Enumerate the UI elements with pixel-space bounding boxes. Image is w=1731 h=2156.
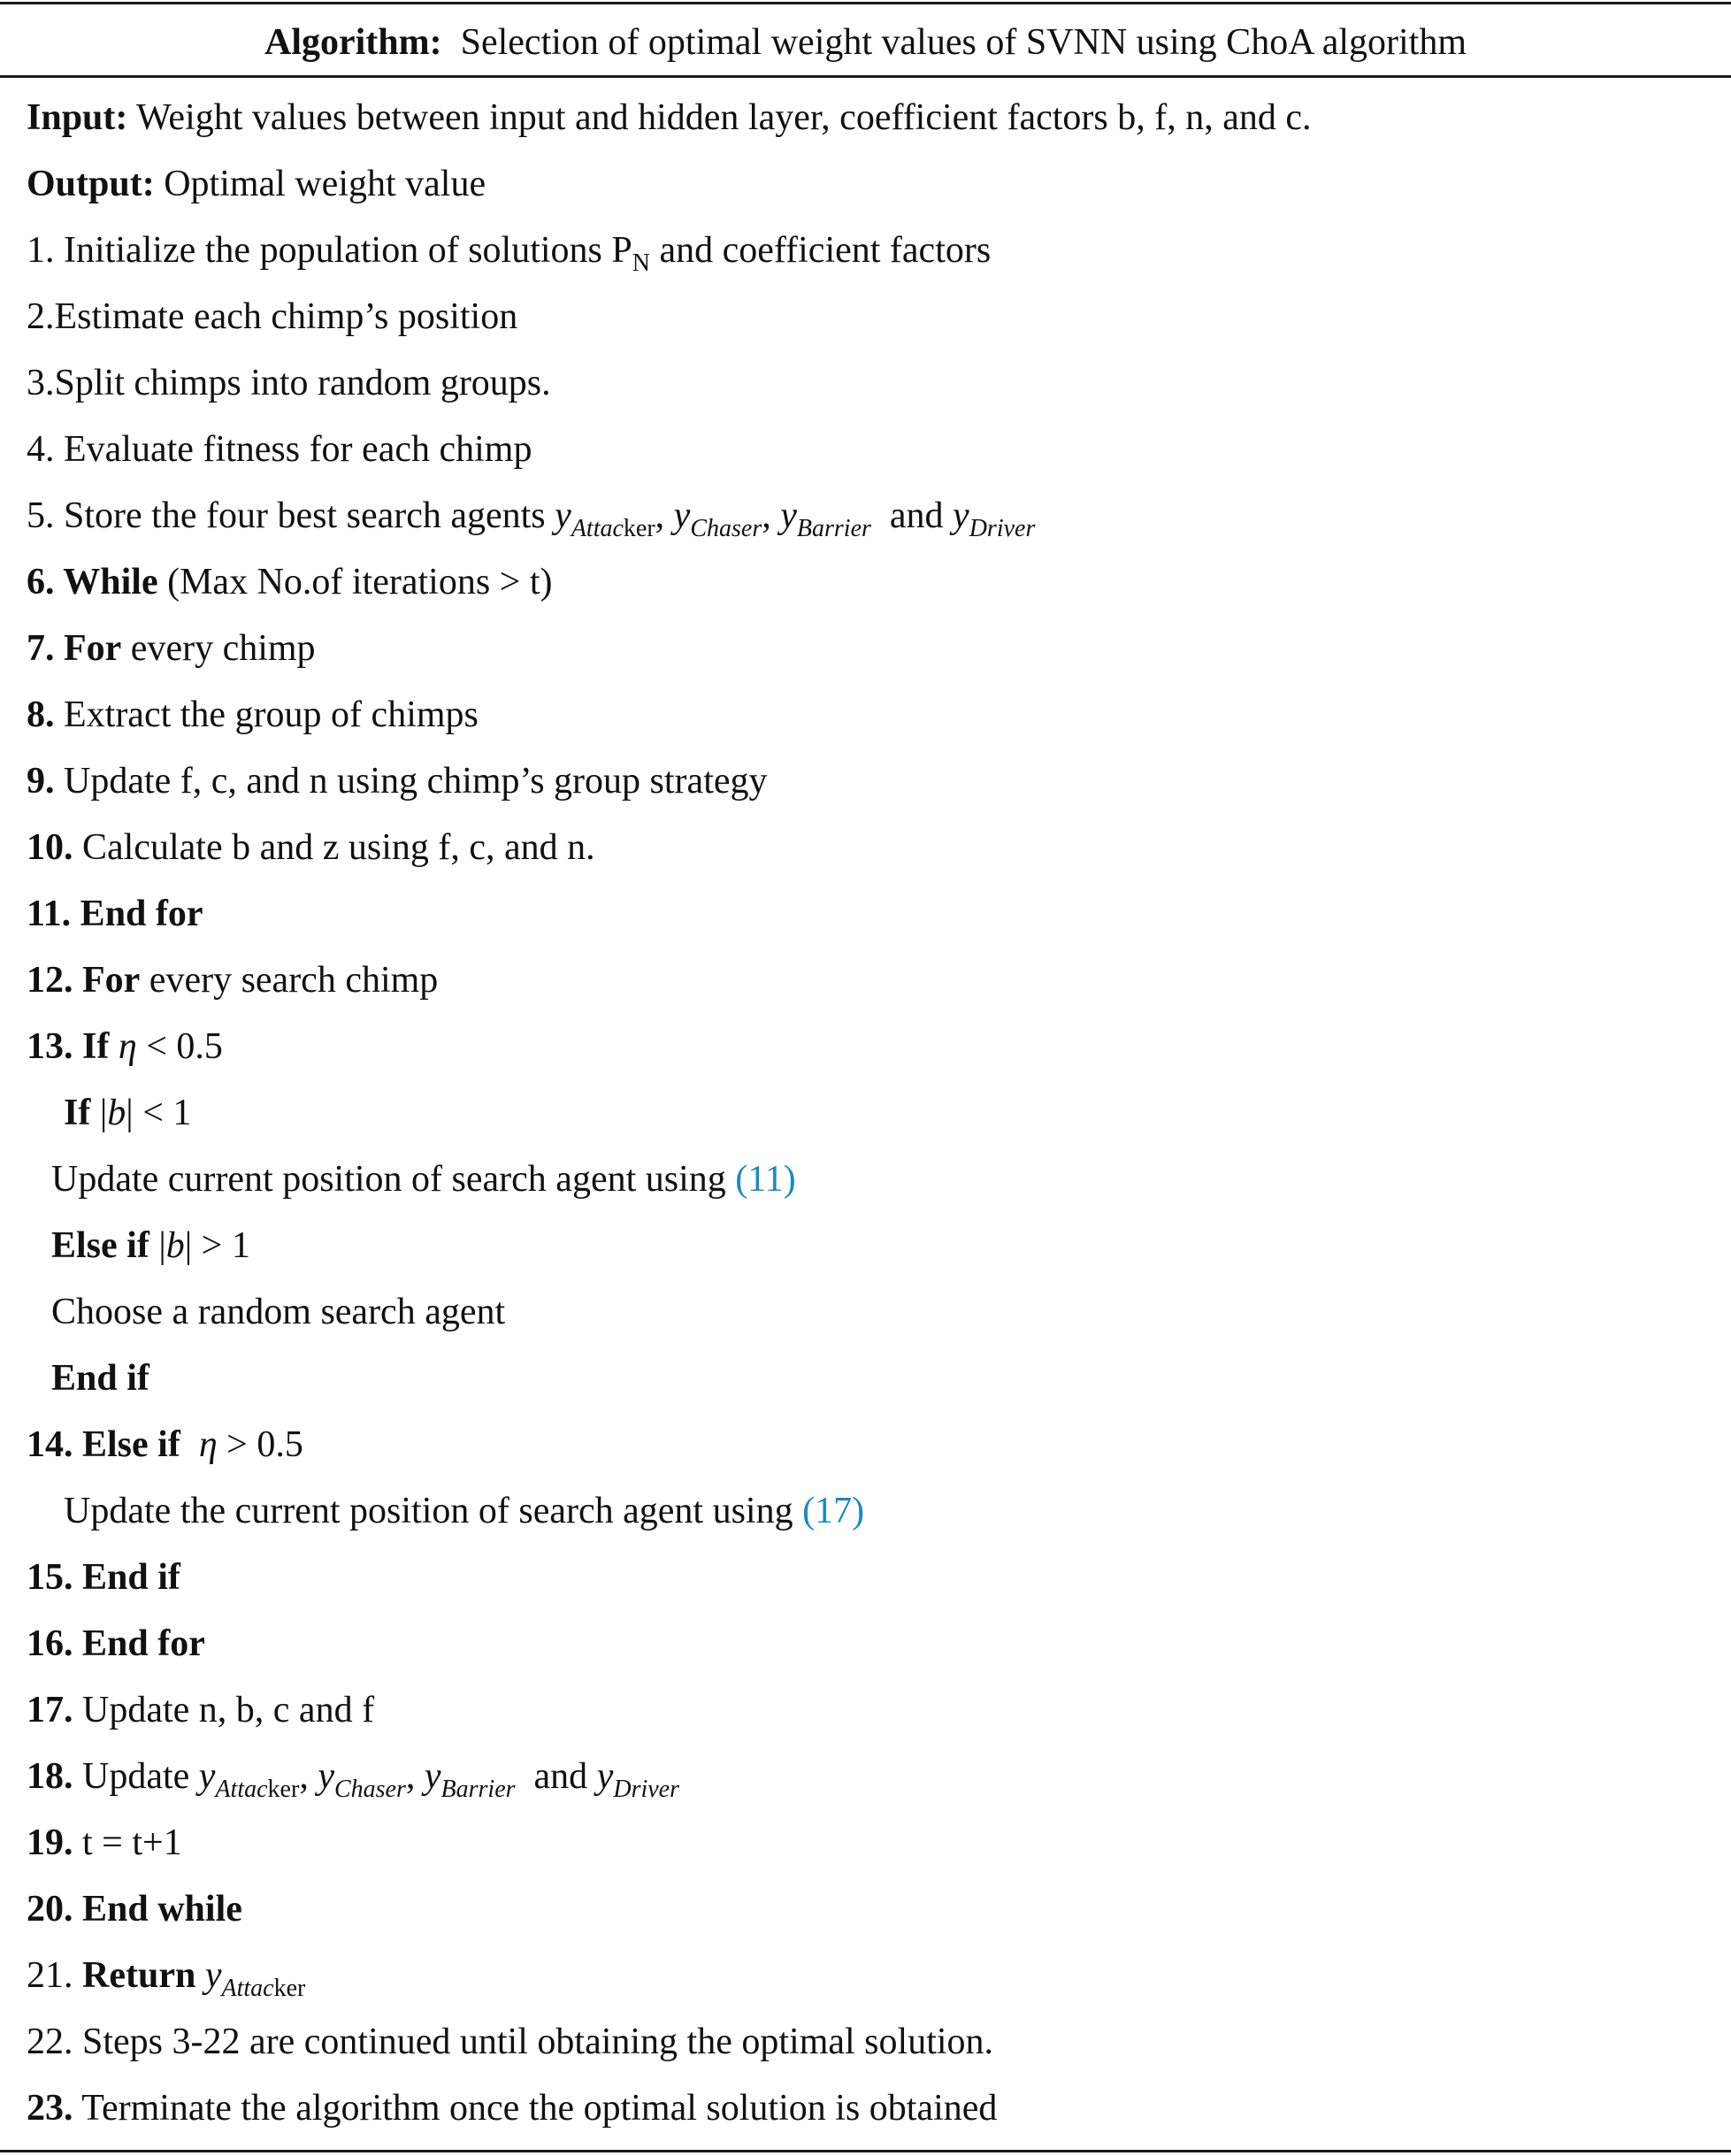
step-3: 3.Split chimps into random groups. (27, 363, 551, 403)
step-21: 21. Return $y_{Attacker}$ (27, 1955, 306, 2002)
table-top-rule (0, 2, 1731, 4)
step-13-if: If |b| < 1 (64, 1093, 192, 1133)
step-2: 2.Estimate each chimp’s position (27, 296, 518, 337)
step-22: 22. Steps 3-22 are continued until obtaining the optimal solution. (27, 2022, 994, 2062)
step-13-elseif: Else if |b| > 1 (51, 1225, 250, 1266)
step-7: 7. For every chimp (27, 628, 316, 669)
step-11: 11. End for (27, 894, 203, 934)
step-18: 18. Update $y_{Attacker}$, $y_{Chaser}$, $y_{Barrier}$ and $y_{Driver}$ (27, 1756, 679, 1803)
equation-ref-11[interactable]: (11) (735, 1159, 796, 1200)
step-13-update: Update current position of search agent using (11) (51, 1159, 796, 1200)
step-17: 17. Update n, b, c and f (27, 1690, 375, 1730)
algorithm-caption (0, 16, 1731, 69)
step-1: 1. Initialize the population of solutions $P_N$ and coefficient factors (27, 230, 992, 277)
step-14-update: Update the current position of search agent using (17) (64, 1491, 865, 1531)
step-15: 15. End if (27, 1557, 180, 1598)
step-13: 13. If η < 0.5 (27, 1026, 223, 1067)
step-16: 16. End for (27, 1623, 205, 1664)
step-12: 12. For every search chimp (27, 960, 439, 1001)
equation-ref-17[interactable]: (17) (802, 1491, 865, 1531)
caption-title: Selection of optimal weight values of SVNN using ChoA algorithm (460, 22, 1467, 63)
step-19: 19. t = t+1 (27, 1822, 182, 1863)
step-20: 20. End while (27, 1889, 242, 1930)
sub-attacker: Attacker (571, 515, 655, 542)
step-9: 9. Update f, c, and n using chimp’s group strategy (27, 761, 768, 802)
step-10: 10. Calculate b and z using f, c, and n. (27, 827, 595, 868)
step-4: 4. Evaluate fitness for each chimp (27, 429, 532, 470)
step-13-endif: End if (51, 1358, 149, 1399)
table-bottom-rule (0, 2150, 1731, 2152)
step-5: 5. Store the four best search agents $y_{Attacker}$, $y_{Chaser}$, $y_{Barrier}$ and $y_{Driver}$ (27, 495, 1036, 542)
step-23: 23. Terminate the algorithm once the optimal solution is obtained (27, 2088, 998, 2129)
step-6: 6. While (Max No.of iterations > t) (27, 562, 553, 602)
output-line: Output: Optimal weight value (27, 164, 486, 204)
caption-label: Algorithm: (264, 22, 442, 63)
step-13-random: Choose a random search agent (51, 1292, 506, 1332)
step-14: 14. Else if η > 0.5 (27, 1424, 303, 1465)
caption-rule (0, 75, 1731, 78)
input-line: Input: Weight values between input and hidden layer, coefficient factors b, f, n, and c. (27, 97, 1312, 138)
step-8: 8. Extract the group of chimps (27, 694, 479, 735)
